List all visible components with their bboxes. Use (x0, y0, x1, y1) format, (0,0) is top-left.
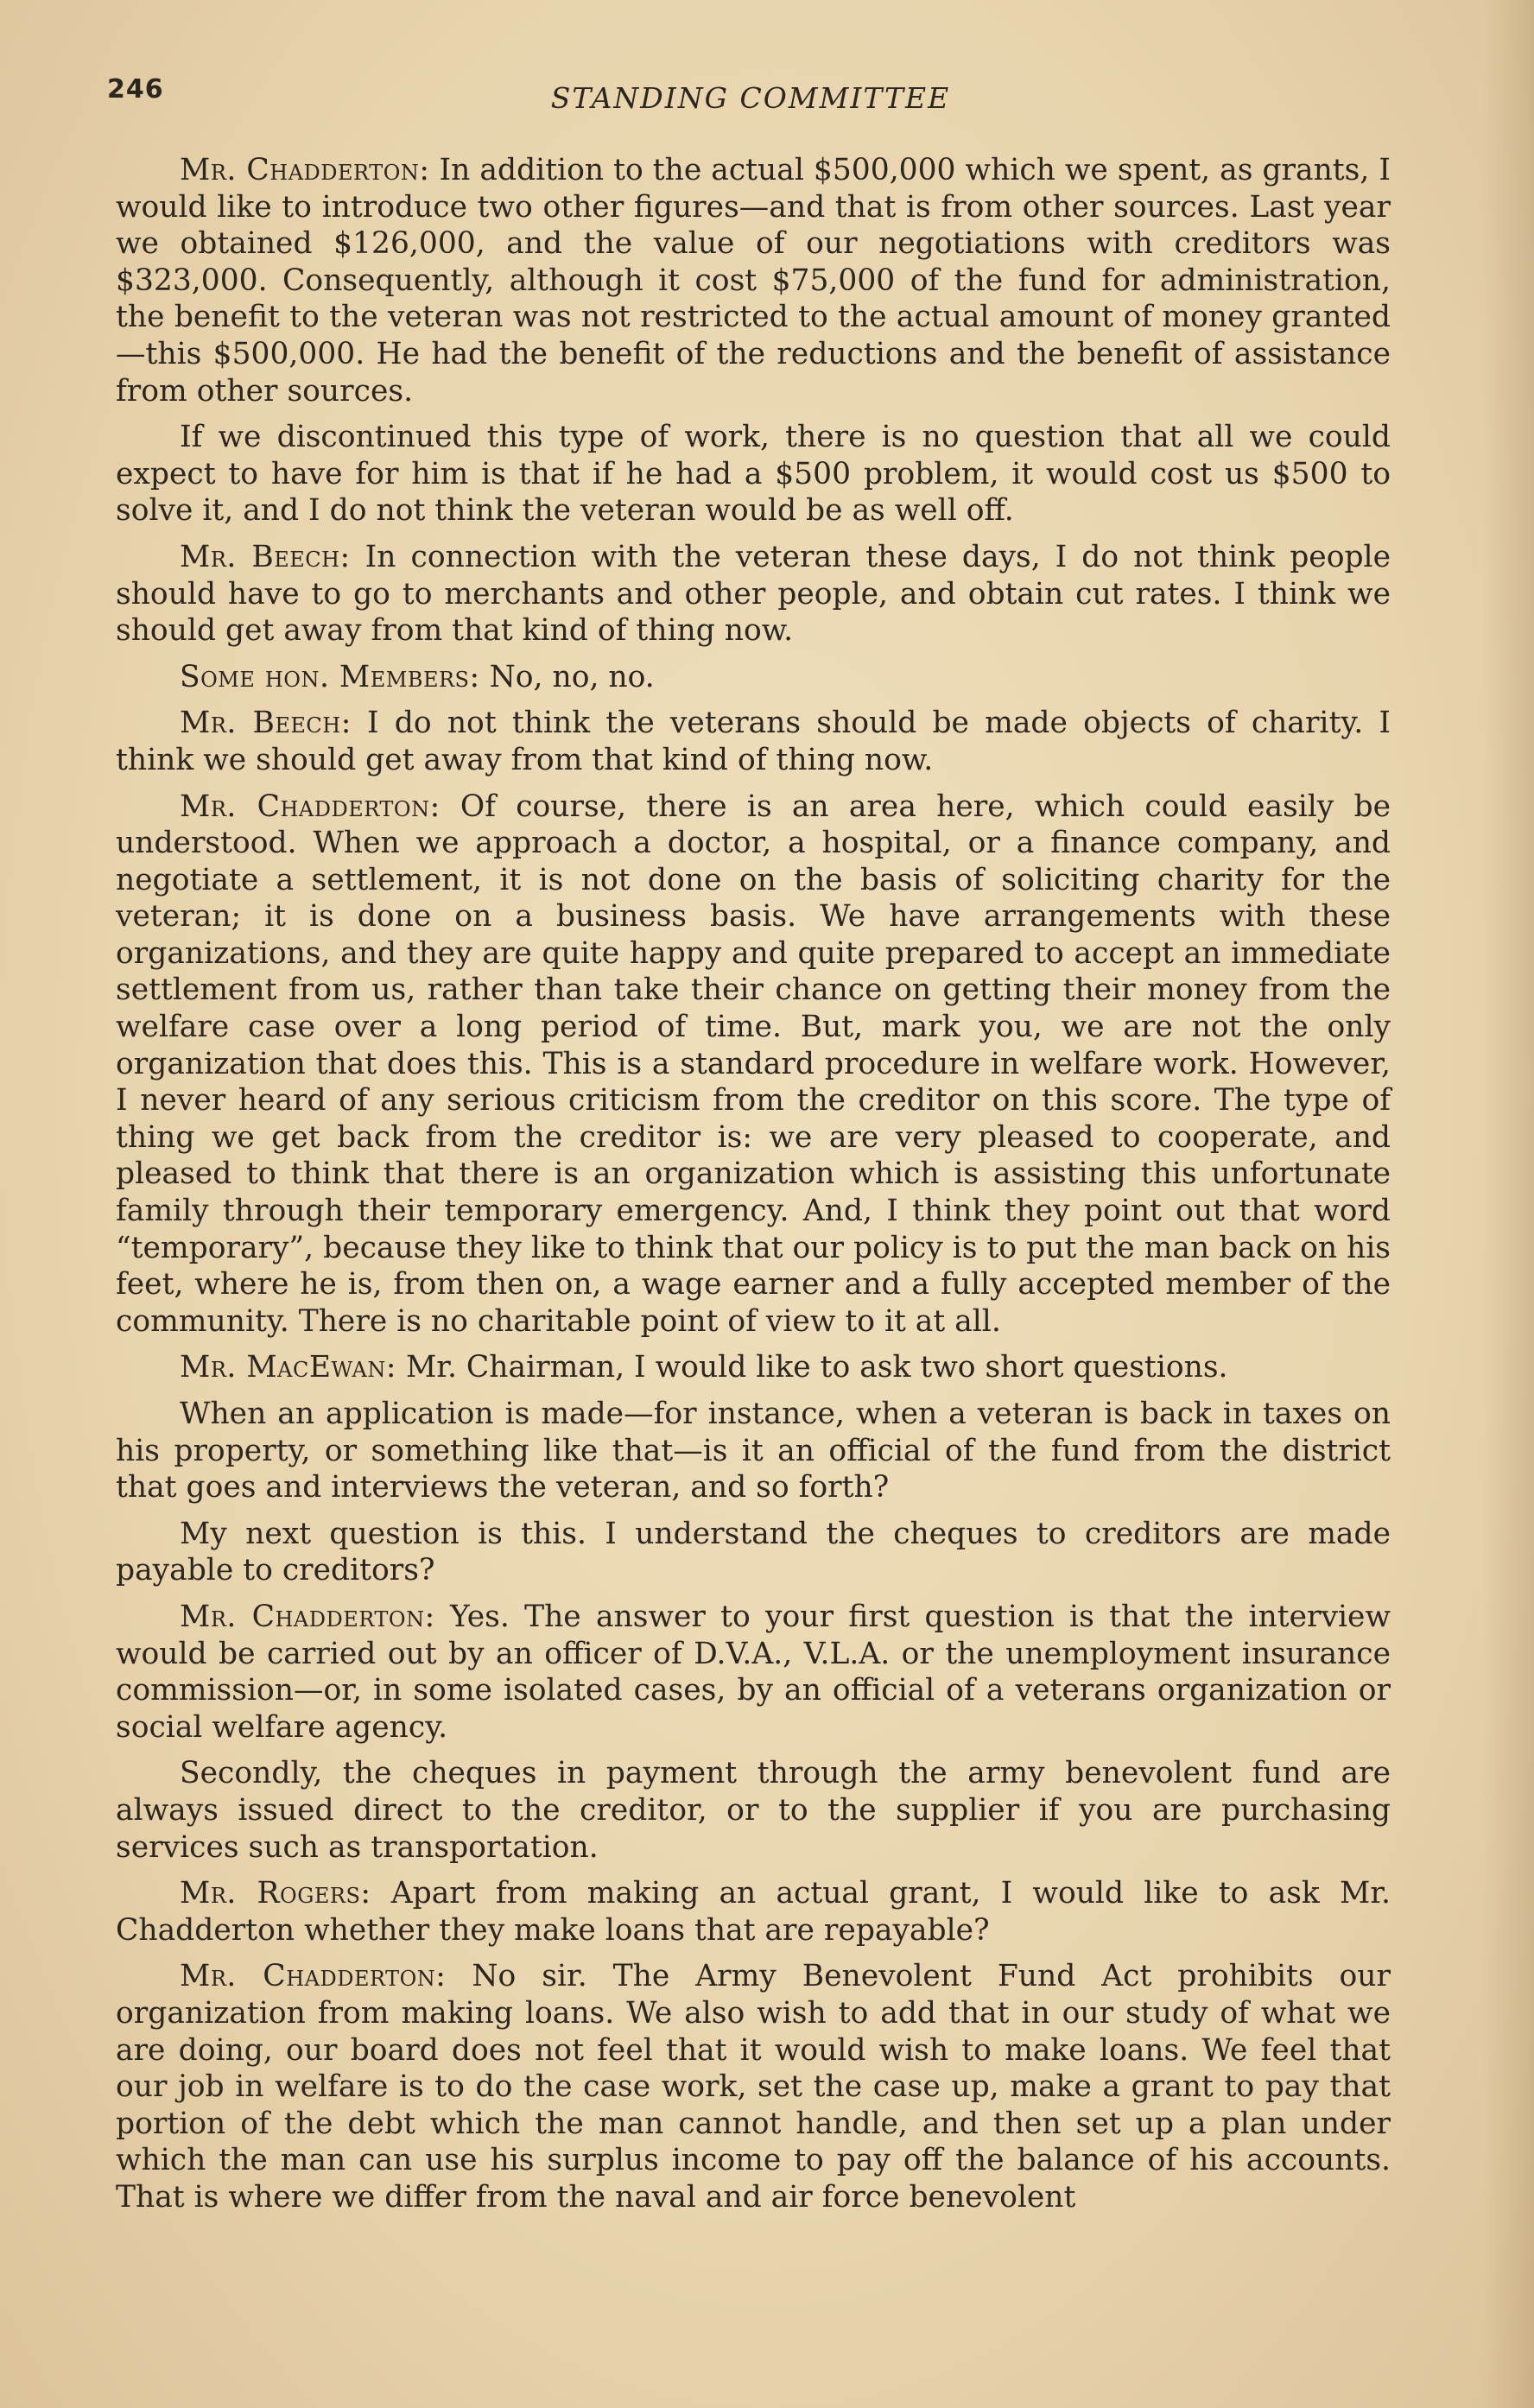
paragraph (116, 1599, 1391, 1746)
paragraph-text: No sir. The Army Benevolent Fund Act prohibits our organization from making loans. We also wish to add that in our study of what we are doing, our board does not feel that it would wish to make loans. We feel that our job in welfare is to do the case work, set the case up, make a grant to pay that portion of the debt which the man cannot handle, and then set up a plan under which the man can use his surplus income to pay off the balance of his accounts. That is where we differ from the naval and air force benevolent (116, 1959, 1391, 2215)
speaker-name: Mr. Chadderton: (180, 1599, 435, 1634)
paragraph-text: Apart from making an actual grant, I would like to ask Mr. Chadderton whether they make loans that are repayable? (116, 1876, 1391, 1948)
paragraph (116, 1755, 1391, 1866)
paragraph (116, 659, 1391, 696)
paragraph (116, 152, 1391, 409)
paragraph-text: In addition to the actual $500,000 which we spent, as grants, I would like to introduce two other figures—and that is from other sources. Last year we obtained $126,000, and the value of our negotiations with creditors was $323,000. Consequently, although it cost $75,000 of the fund for administration, the benefit to the veteran was not restricted to the actual amount of money granted—this $500,000. He had the benefit of the reductions and the benefit of assistance from other sources. (116, 153, 1391, 409)
speaker-name: Mr. Rogers: (180, 1876, 371, 1911)
body-text (116, 152, 1391, 2225)
speaker-name: Mr. MacEwan: (180, 1350, 396, 1385)
paragraph (116, 789, 1391, 1340)
paragraph (116, 1349, 1391, 1386)
paragraph-text: Mr. Chairman, I would like to ask two short questions. (405, 1350, 1228, 1385)
paragraph (116, 705, 1391, 778)
speaker-name: Mr. Beech: (180, 706, 352, 741)
speaker-name: Some hon. Members: (180, 659, 480, 694)
paragraph (116, 539, 1391, 650)
paragraph-text: Yes. The answer to your first question is that the interview would be carried out by an officer of D.V.A., V.L.A. or the unemployment insurance commission—or, in some isolated cases, by an official of a veterans organization or social welfare agency. (116, 1599, 1391, 1745)
speaker-name: Mr. Chadderton: (180, 1959, 447, 1994)
paragraph (116, 1958, 1391, 2215)
running-head: STANDING COMMITTEE (550, 81, 951, 115)
paragraph-text: In connection with the veteran these days, I do not think people should have to go to merchants and other people, and obtain cut rates. I think we should get away from that kind of thing now. (116, 539, 1391, 649)
paragraph (116, 1396, 1391, 1506)
page-header (107, 74, 1394, 126)
paragraph-text: When an application is made—for instance, when a veteran is back in taxes on his property, or something like that—is it an official of the fund from the district that goes and interviews the veteran, and so forth? (116, 1397, 1391, 1505)
paragraph (116, 1875, 1391, 1949)
paragraph-text: No, no, no. (489, 659, 655, 694)
page-number: 246 (107, 74, 164, 105)
speaker-name: Mr. Beech: (180, 539, 351, 574)
paragraph-text: If we discontinued this type of work, there is no question that all we could expect to have for him is that if he had a $500 problem, it would cost us $500 to solve it, and I do not think the veteran would be as well off. (116, 420, 1391, 529)
speaker-name: Mr. Chadderton: (180, 789, 441, 824)
paragraph-text: I do not think the veterans should be made objects of charity. I think we should get away from that kind of thing now. (116, 706, 1391, 777)
paragraph (116, 1516, 1391, 1589)
paragraph-text: My next question is this. I understand the cheques to creditors are made payable to creditors? (116, 1516, 1391, 1588)
paragraph (116, 419, 1391, 529)
speaker-name: Mr. Chadderton: (180, 153, 430, 187)
paragraph-text: Of course, there is an area here, which could easily be understood. When we approach a doctor, a hospital, or a finance company, and negotiate a settlement, it is not done on the basis of soliciting charity for the veteran; it is done on a business basis. We have arrangements with these organizations, and they are quite happy and quite prepared to accept an immediate settlement from us, rather than take their chance on getting their money from the welfare case over a long period of time. But, mark you, we are not the only organization that does this. This is a standard procedure in welfare work. However, I never heard of any serious criticism from the creditor on this score. The type of thing we get back from the creditor is: we are very pleased to cooperate, and pleased to think that there is an organization which is assisting this unfortunate family through their temporary emergency. And, I think they point out that word “temporary”, because they like to think that our policy is to put the man back on his feet, where he is, from then on, a wage earner and a fully accepted member of the community. There is no charitable point of view to it at all. (116, 789, 1391, 1339)
paragraph-text: Secondly, the cheques in payment through the army benevolent fund are always issued direct to the creditor, or to the supplier if you are purchasing services such as transportation. (116, 1756, 1391, 1865)
